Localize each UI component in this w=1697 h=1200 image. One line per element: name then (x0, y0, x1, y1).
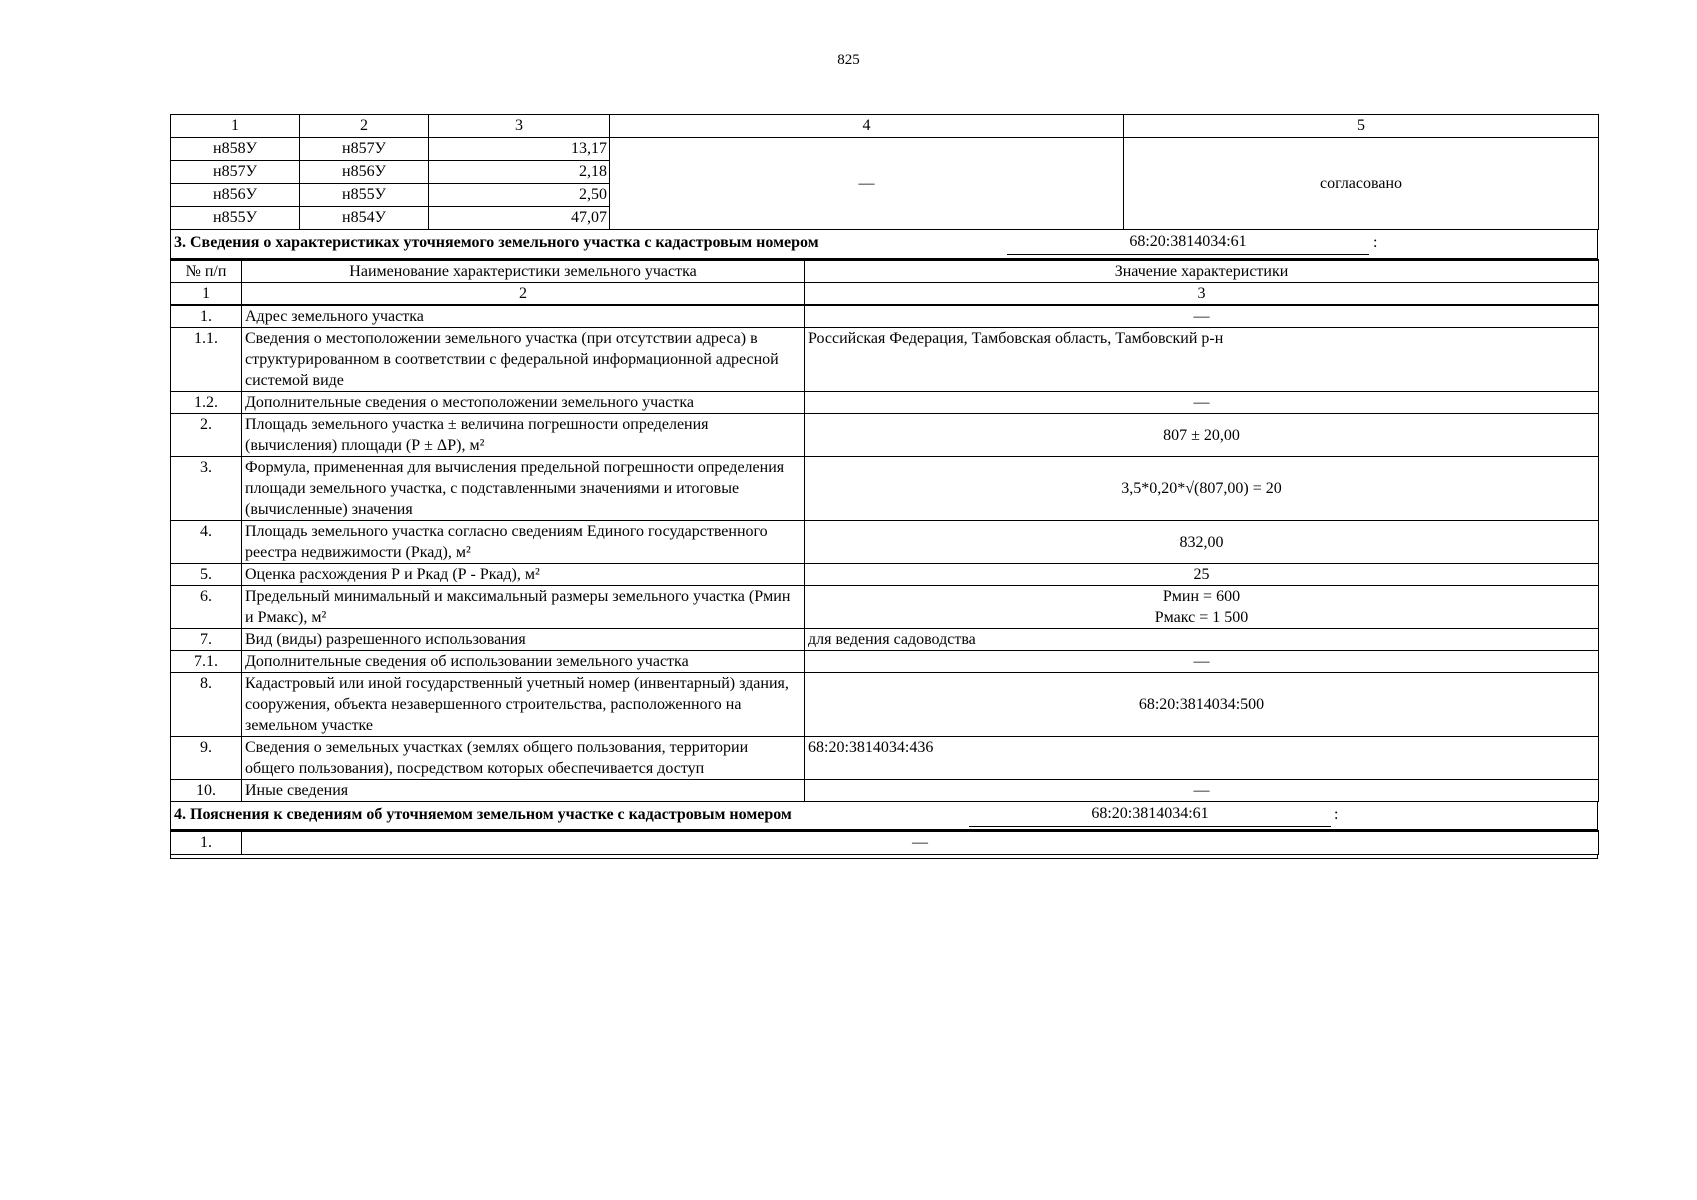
characteristic-value: для ведения садоводства (805, 629, 1599, 651)
characteristic-name: Вид (виды) разрешенного использования (242, 629, 805, 651)
characteristics-index-row (171, 283, 1599, 306)
row-number: 8. (171, 673, 242, 737)
table-row (171, 737, 1599, 780)
row-number: 2. (171, 414, 242, 457)
table-row (171, 392, 1599, 414)
table-row (171, 673, 1599, 737)
characteristic-value: 832,00 (805, 521, 1599, 564)
section4-colon: : (1334, 806, 1339, 823)
boundary-table (170, 114, 1599, 230)
point-to: н855У (300, 184, 429, 207)
table-row (171, 564, 1599, 586)
explanation-value: — (242, 831, 1599, 855)
table-row (171, 629, 1599, 651)
characteristics-table (170, 259, 1599, 802)
header-cell: 5 (1124, 115, 1599, 138)
row-number: 1. (171, 305, 242, 328)
row-number: 1. (171, 831, 242, 855)
max-size-value: Рмакс = 1 500 (1154, 609, 1249, 626)
explanations-table (170, 830, 1599, 855)
col4-value: — (610, 138, 1124, 230)
row-number: 1.2. (171, 392, 242, 414)
characteristic-name: Адрес земельного участка (242, 305, 805, 328)
characteristic-name: Кадастровый или иной государственный учетный номер (инвентарный) здания, сооружения, объекта незавершенного строительства, расположенного на земельном участке (242, 673, 805, 737)
row-number: 7.1. (171, 651, 242, 673)
segment-length: 2,18 (429, 161, 610, 184)
point-to: н854У (300, 207, 429, 230)
characteristic-name: Площадь земельного участка согласно сведениям Единого государственного реестра недвижимости (Ркад), м² (242, 521, 805, 564)
characteristic-name: Сведения о местоположении земельного участка (при отсутствии адреса) в структурированном в соответствии с федеральной информационной адресной системой виде (242, 328, 805, 392)
header-cell: 4 (610, 115, 1124, 138)
segment-length: 2,50 (429, 184, 610, 207)
row-number: 10. (171, 780, 242, 802)
header-cell: № п/п (171, 260, 242, 283)
characteristic-value: — (805, 392, 1599, 414)
header-cell: Наименование характеристики земельного участка (242, 260, 805, 283)
characteristic-name: Предельный минимальный и максимальный размеры земельного участка (Рмин и Рмакс), м² (242, 586, 805, 629)
characteristic-name: Иные сведения (242, 780, 805, 802)
section4-heading (170, 802, 1598, 830)
characteristic-value (805, 586, 1599, 629)
table-bottom-border (170, 855, 1598, 859)
point-to: н856У (300, 161, 429, 184)
segment-length: 13,17 (429, 138, 610, 161)
characteristic-value: 807 ± 20,00 (805, 414, 1599, 457)
index-cell: 1 (171, 283, 242, 306)
segment-length: 47,07 (429, 207, 610, 230)
characteristic-value: 3,5*0,20*√(807,00) = 20 (805, 457, 1599, 521)
table-row (171, 831, 1599, 855)
point-to: н857У (300, 138, 429, 161)
characteristic-name: Дополнительные сведения об использовании земельного участка (242, 651, 805, 673)
row-number: 3. (171, 457, 242, 521)
characteristic-value: 68:20:3814034:500 (805, 673, 1599, 737)
table-row (171, 305, 1599, 328)
boundary-table-header (171, 115, 1599, 138)
page-number: 825 (837, 52, 860, 68)
min-size-value: Рмин = 600 (1162, 588, 1241, 605)
table-row (171, 521, 1599, 564)
characteristic-value: — (805, 305, 1599, 328)
row-number: 7. (171, 629, 242, 651)
point-from: н855У (171, 207, 300, 230)
index-cell: 3 (805, 283, 1599, 306)
row-number: 1.1. (171, 328, 242, 392)
point-from: н858У (171, 138, 300, 161)
row-number: 4. (171, 521, 242, 564)
header-cell: 2 (300, 115, 429, 138)
header-cell: 3 (429, 115, 610, 138)
header-cell: Значение характеристики (805, 260, 1599, 283)
approval-status: согласовано (1124, 138, 1599, 230)
table-row (171, 586, 1599, 629)
characteristic-value: 25 (805, 564, 1599, 586)
point-from: н857У (171, 161, 300, 184)
characteristic-name: Оценка расхождения Р и Ркад (Р - Ркад), м² (242, 564, 805, 586)
table-row (171, 414, 1599, 457)
characteristic-value: 68:20:3814034:436 (805, 737, 1599, 780)
document-body (170, 114, 1598, 859)
section3-colon: : (1373, 234, 1378, 251)
section3-title: 3. Сведения о характеристиках уточняемого земельного участка с кадастровым номером (174, 234, 819, 251)
characteristic-name: Площадь земельного участка ± величина погрешности определения (вычисления) площади (Р ± ΔР), м² (242, 414, 805, 457)
table-row (171, 138, 1599, 161)
table-row (171, 651, 1599, 673)
section4-cadastral-number: 68:20:3814034:61 (969, 802, 1331, 827)
point-from: н856У (171, 184, 300, 207)
characteristics-header (171, 260, 1599, 283)
characteristic-value: — (805, 780, 1599, 802)
section4-title: 4. Пояснения к сведениям об уточняемом земельном участке с кадастровым номером (174, 806, 792, 823)
table-row (171, 328, 1599, 392)
row-number: 5. (171, 564, 242, 586)
row-number: 9. (171, 737, 242, 780)
index-cell: 2 (242, 283, 805, 306)
characteristic-name: Сведения о земельных участках (землях общего пользования, территории общего пользования), посредством которых обеспечивается доступ (242, 737, 805, 780)
characteristic-name: Формула, примененная для вычисления предельной погрешности определения площади земельного участка, с подставленными значениями и итоговые (вычисленные) значения (242, 457, 805, 521)
section3-cadastral-number: 68:20:3814034:61 (1007, 230, 1369, 255)
header-cell: 1 (171, 115, 300, 138)
table-row (171, 457, 1599, 521)
characteristic-value: Российская Федерация, Тамбовская область, Тамбовский р-н (805, 328, 1599, 392)
characteristic-name: Дополнительные сведения о местоположении земельного участка (242, 392, 805, 414)
characteristic-value: — (805, 651, 1599, 673)
table-row (171, 780, 1599, 802)
section3-heading (170, 230, 1598, 259)
row-number: 6. (171, 586, 242, 629)
